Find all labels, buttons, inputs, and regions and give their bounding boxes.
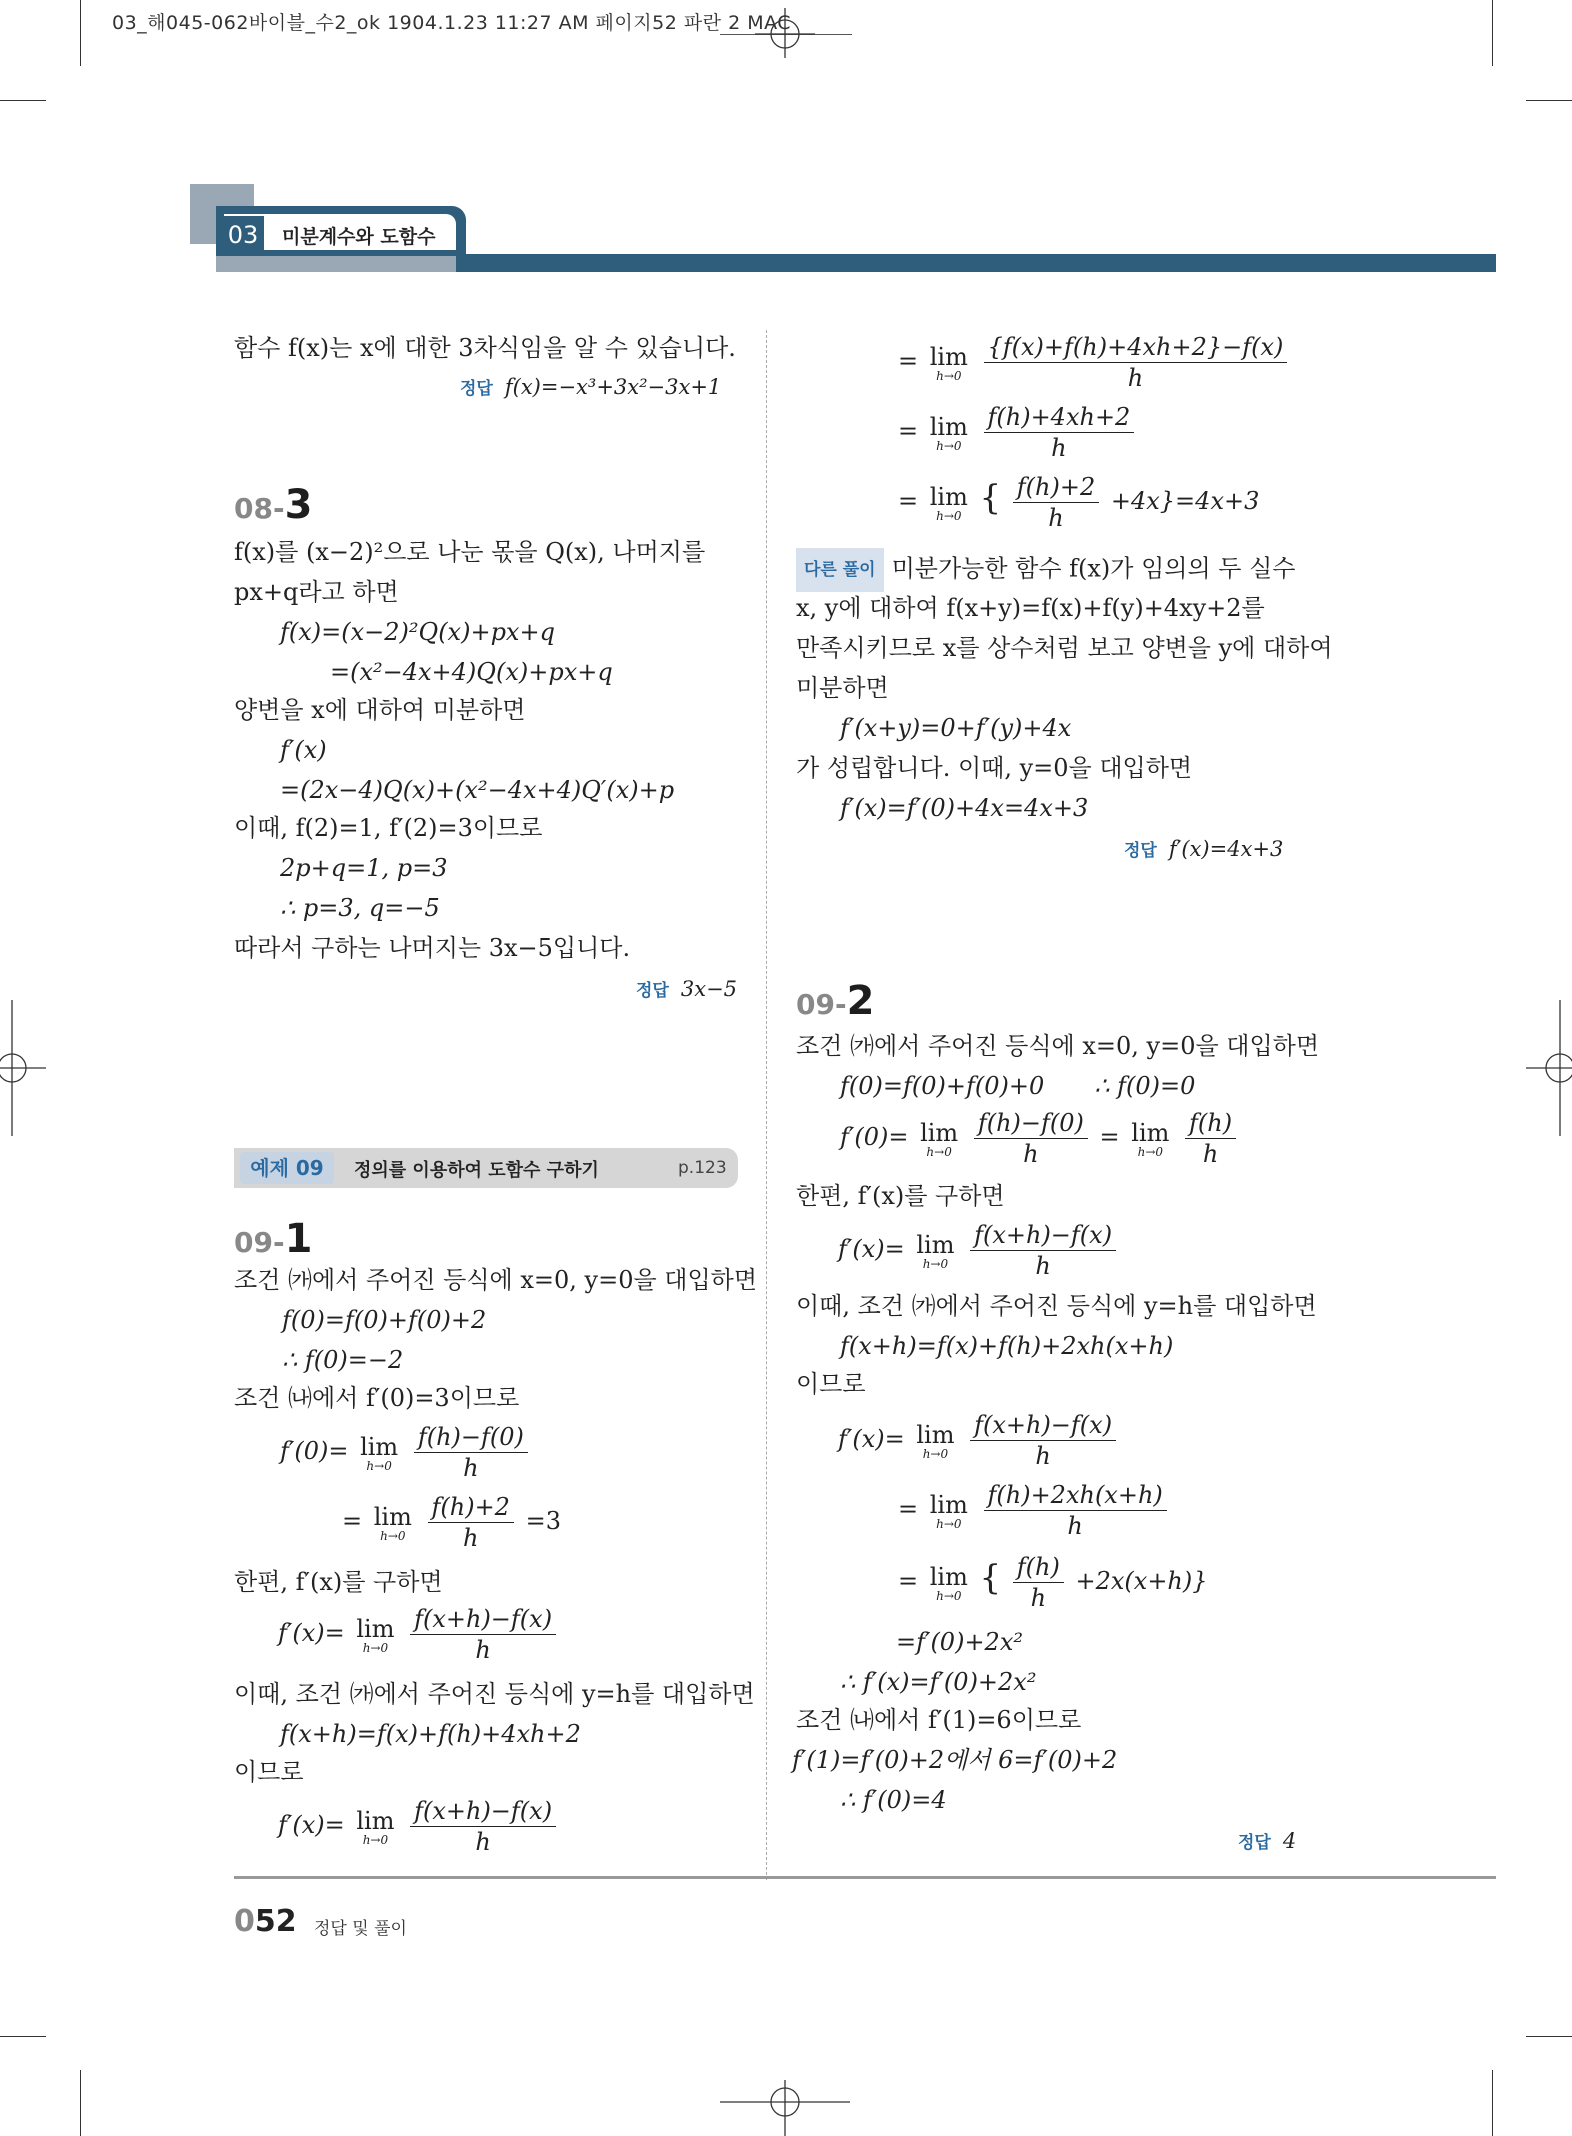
- derivative-def-eq: f′(x)= lim h→0 $\frac{f(x+h)-f(x)}{h}$: [838, 1220, 1120, 1281]
- alt-solution-tag: 다른 풀이: [796, 548, 884, 592]
- answer-line: [636, 976, 737, 1001]
- limit-op: lim h→0: [356, 1614, 395, 1655]
- equation-line: =f′(0)+2x²: [896, 1628, 1023, 1656]
- example-title: 정의를 이용하여 도함수 구하기: [354, 1160, 599, 1181]
- solution-line: 조건 ㈎에서 주어진 등식에 x=0, y=0을 대입하면: [796, 1032, 1320, 1060]
- header-bar-gray: [216, 256, 456, 272]
- continued-eq-2: = lim h→0 $\frac{f(h)+4xh+2}{h}$: [898, 402, 1138, 463]
- problem-number-09-2: 09-2: [796, 978, 875, 1024]
- equation-line: f(0)=f(0)+f(0)+0 ∴ f(0)=0: [840, 1072, 1196, 1100]
- solution-line: 조건 ㈏에서 f′(0)=3이므로: [234, 1384, 520, 1412]
- solution-line: 따라서 구하는 나머지는 3x−5입니다.: [234, 934, 631, 962]
- continued-eq-5: = lim h→0 { $\frac{f(h)}{h}$ +2x(x+h)}: [898, 1553, 1208, 1612]
- fraction: $\frac{f(h)+4xh+2}{h}$: [984, 402, 1135, 463]
- limit-op: lim h→0: [929, 412, 968, 453]
- limit-op: lim h→0: [929, 1490, 968, 1531]
- solution-line: 조건 ㈎에서 주어진 등식에 x=0, y=0을 대입하면: [234, 1266, 758, 1294]
- crop-mark: [80, 0, 81, 66]
- equation-line: ∴ p=3, q=−5: [280, 894, 440, 922]
- crop-mark: [1526, 2036, 1572, 2037]
- column-divider: [766, 330, 767, 1880]
- solution-line: 만족시키므로 x를 상수처럼 보고 양변을 y에 대하여: [796, 634, 1333, 662]
- continued-eq-4: = lim h→0 $\frac{f(h)+2xh(x+h)}{h}$: [898, 1480, 1171, 1541]
- crop-mark: [0, 100, 46, 101]
- problem-number-09-1: 09-1: [234, 1216, 313, 1262]
- equation-line: =(2x−4)Q(x)+(x²−4x+4)Q′(x)+p: [280, 776, 675, 804]
- solution-line: 한편, f′(x)를 구하면: [234, 1568, 443, 1596]
- solution-line: 이때, f(2)=1, f′(2)=3이므로: [234, 814, 543, 842]
- fraction: $\frac{f(h)-f(0)}{h}$: [974, 1108, 1088, 1169]
- equation-line: ∴ f′(0)=4: [840, 1786, 947, 1814]
- derivative-at-zero-eq: f′(0)= lim h→0 $\frac{f(h)-f(0)}{h}$: [280, 1422, 532, 1483]
- crop-mark: [80, 2070, 81, 2136]
- fraction: $\frac{f(h)+2xh(x+h)}{h}$: [984, 1480, 1167, 1541]
- solution-line: 양변을 x에 대하여 미분하면: [234, 696, 526, 724]
- answer-label: 정답: [636, 981, 669, 1001]
- registration-mark-right: [1526, 1000, 1572, 1136]
- footer-rule: [234, 1876, 1496, 1879]
- footer-section: 정답 및 풀이: [314, 1919, 407, 1939]
- solution-line: x, y에 대하여 f(x+y)=f(x)+f(y)+4xy+2를: [796, 594, 1265, 622]
- example-tag: 예제 09: [240, 1152, 334, 1184]
- solution-line: 가 성립합니다. 이때, y=0을 대입하면: [796, 754, 1193, 782]
- chapter-title: 미분계수와 도함수: [282, 226, 436, 248]
- answer-value: f(x)=−x³+3x²−3x+1: [504, 375, 722, 399]
- answer-value: f′(x)=4x+3: [1168, 837, 1284, 861]
- derivative-at-zero-eq2: = lim h→0 $\frac{f(h)+2}{h}$ =3: [342, 1493, 561, 1552]
- equation-line: f(x)=(x−2)²Q(x)+px+q: [280, 618, 555, 646]
- derivative-def-eq: f′(x)= lim h→0 $\frac{f(x+h)-f(x)}{h}$: [838, 1410, 1120, 1471]
- limit-op: lim h→0: [929, 482, 968, 523]
- limit-op: lim h→0: [373, 1502, 412, 1543]
- equation-line: f′(1)=f′(0)+2에서 6=f′(0)+2: [792, 1746, 1118, 1774]
- answer-line: [1124, 836, 1283, 861]
- continued-eq-1: = lim h→0 $\frac{\{f(x)+f(h)+4xh+2\}-f(x)}{h}$: [898, 332, 1291, 393]
- equation-line: 2p+q=1, p=3: [280, 854, 448, 882]
- fraction: $\frac{f(h)}{h}$: [1013, 1552, 1064, 1613]
- limit-op: lim h→0: [1131, 1118, 1170, 1159]
- limit-op: lim h→0: [920, 1118, 959, 1159]
- alt-solution-line: 다른 풀이 미분가능한 함수 f(x)가 임의의 두 실수: [796, 548, 1295, 592]
- chapter-number: 03: [222, 216, 264, 254]
- page-number: 052: [234, 1904, 297, 1939]
- crop-mark: [0, 2036, 46, 2037]
- answer-label: 정답: [1124, 841, 1157, 861]
- fraction: $\frac{f(x+h)-f(x)}{h}$: [970, 1410, 1116, 1471]
- derivative-def-eq: f′(x)= lim h→0 $\frac{f(x+h)-f(x)}{h}$: [278, 1796, 560, 1857]
- solution-line: px+q라고 하면: [234, 578, 399, 606]
- answer-value: 3x−5: [680, 977, 738, 1001]
- fraction: $\frac{f(h)}{h}$: [1185, 1108, 1236, 1169]
- fraction: $\frac{f(x+h)-f(x)}{h}$: [970, 1220, 1116, 1281]
- solution-line: 미분하면: [796, 674, 889, 702]
- crop-mark: [1492, 0, 1493, 66]
- problem-number-08-3: 08-3: [234, 482, 313, 528]
- answer-line: [460, 374, 721, 399]
- answer-line: [1238, 1828, 1296, 1853]
- solution-line: 이므로: [796, 1370, 866, 1398]
- equation-line: f(0)=f(0)+f(0)+2: [282, 1306, 487, 1334]
- answer-value: 4: [1282, 1829, 1297, 1853]
- equation-line: f′(x)=f′(0)+4x=4x+3: [840, 794, 1089, 822]
- equation-line: f(x+h)=f(x)+f(h)+2xh(x+h): [840, 1332, 1174, 1360]
- limit-op: lim h→0: [916, 1420, 955, 1461]
- print-slug: 03_해045-062바이블_수2_ok 1904.1.23 11:27 AM 페이지52 파란 2 MAC: [112, 12, 792, 34]
- equation-line: f′(x): [280, 736, 327, 764]
- intro-text: 함수 f(x)는 x에 대한 3차식임을 알 수 있습니다.: [234, 334, 736, 362]
- limit-op: lim h→0: [360, 1432, 399, 1473]
- registration-mark-bottom: [720, 2080, 850, 2136]
- crop-mark: [1492, 2070, 1493, 2136]
- solution-line: 이때, 조건 ㈎에서 주어진 등식에 y=h를 대입하면: [796, 1292, 1317, 1320]
- derivative-at-zero-eq: f′(0)= lim h→0 $\frac{f(h)-f(0)}{h}$ = lim h→0 $\frac{f(h)}{h}$: [840, 1108, 1240, 1169]
- equation-line: =(x²−4x+4)Q(x)+px+q: [330, 658, 613, 686]
- fraction: $\frac{f(h)+2}{h}$: [428, 1492, 514, 1553]
- fraction: $\frac{f(x+h)-f(x)}{h}$: [410, 1796, 556, 1857]
- solution-line: 조건 ㈏에서 f′(1)=6이므로: [796, 1706, 1082, 1734]
- fraction: $\frac{f(x+h)-f(x)}{h}$: [410, 1604, 556, 1665]
- registration-mark-left: [0, 1000, 46, 1136]
- solution-line: 한편, f′(x)를 구하면: [796, 1182, 1005, 1210]
- limit-op: lim h→0: [929, 342, 968, 383]
- crop-mark: [1526, 100, 1572, 101]
- registration-mark-top: [755, 8, 815, 58]
- fraction: $\frac{f(h)-f(0)}{h}$: [414, 1422, 528, 1483]
- equation-line: ∴ f′(x)=f′(0)+2x²: [840, 1668, 1037, 1696]
- example-page: p.123: [678, 1158, 727, 1178]
- solution-line: 이때, 조건 ㈎에서 주어진 등식에 y=h를 대입하면: [234, 1680, 755, 1708]
- fraction: $\frac{\{f(x)+f(h)+4xh+2\}-f(x)}{h}$: [984, 332, 1288, 393]
- solution-line: f(x)를 (x−2)²으로 나눈 몫을 Q(x), 나머지를: [234, 538, 706, 566]
- equation-line: f′(x+y)=0+f′(y)+4x: [840, 714, 1072, 742]
- equation-line: f(x+h)=f(x)+f(h)+4xh+2: [280, 1720, 581, 1748]
- answer-label: 정답: [460, 379, 493, 399]
- equation-line: ∴ f(0)=−2: [282, 1346, 404, 1374]
- limit-op: lim h→0: [916, 1230, 955, 1271]
- solution-line: 이므로: [234, 1758, 304, 1786]
- derivative-def-eq: f′(x)= lim h→0 $\frac{f(x+h)-f(x)}{h}$: [278, 1604, 560, 1665]
- fraction: $\frac{f(h)+2}{h}$: [1013, 472, 1099, 533]
- limit-op: lim h→0: [356, 1806, 395, 1847]
- answer-label: 정답: [1238, 1833, 1271, 1853]
- continued-eq-3: = lim h→0 { $\frac{f(h)+2}{h}$ +4x}=4x+3: [898, 473, 1260, 532]
- limit-op: lim h→0: [929, 1562, 968, 1603]
